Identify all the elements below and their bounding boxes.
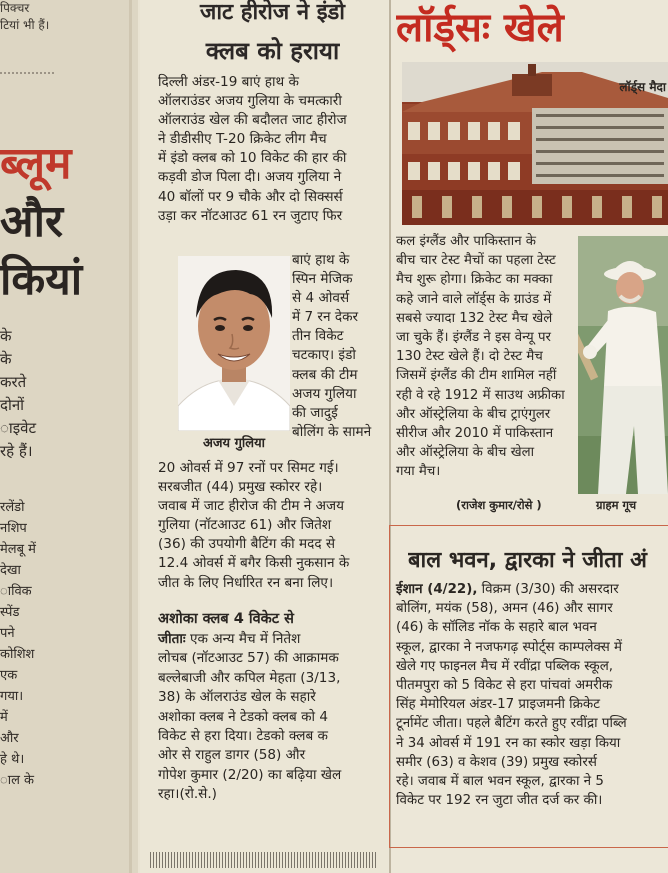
headline: क्लब को हराया <box>205 37 340 65</box>
photo-caption: अजय गुलिया <box>202 436 266 451</box>
column-gutter <box>129 0 132 873</box>
batsman-illustration <box>578 236 668 494</box>
article-paragraph-1: दिल्ली अंडर-19 बाएं हाथ के ऑलराउंडर अजय गुलिया के चमत्कारी ऑलराउंड खेल की बदौलत जाट हीरोज ने डीडीसीए T-20 क्रिकेट लीग मैच में इंडो क्लब को 10 विकेट की हार की कड़वी डोज पिला दी। अजय गुलिया ने 40 बॉलों पर 9 चौके और दो सिक्सर्स उड़ा कर नॉटआउट 61 रन जुटाए फिर <box>158 74 347 224</box>
article-paragraph-3: 20 ओवर्स में 97 रनों पर सिमट गई। सरबजीत (44) प्रमुख स्कोरर रहे। जवाब में जाट हीरोज की टीम ने अजय गुलिया (नॉटआउट 61) और जितेश (36) की उपयोगी बैटिंग की मदद से 12.4 ओवर्स में बगैर किसी नुकसान के जीत के लिए निर्धारित रन बना लिए। <box>158 460 350 591</box>
left-big-word-1: ब्लूम <box>0 138 72 189</box>
left-big-headline <box>0 135 82 309</box>
headline-top-line: जाट हीरोज ने इंडो <box>200 0 345 25</box>
boxed-story-text: विक्रम (3/30) की असरदार बोलिंग, मयंक (58), अमन (46) और सागर (46) के सॉलिड नॉक के सहारे बाल भवन स्कूल, द्वारका ने नजफगढ़ स्पोर्ट्स काम्पलेक्स में खेले गए फाइनल मैच में रवींद्रा पब्लिक स्कूल, पीतमपुरा को 5 विकेट से हरा पांचवां अमरीक सिंह मेमोरियल अंडर-17 प्राइजमनी क्रिकेट टूर्नामेंट जीता। पहले बैटिंग करते हुए रवींद्रा पब्लि ने 34 ओवर्स में 191 रन का स्कोर खड़ा किया समीर (63) व केशव (39) प्रमुख स्कोरर्स रहे। जवाब में बाल भवन स्कूल, द्वारका ने 5 विकेट पर 192 रन जुटा जीत दर्ज कर की। <box>396 582 627 809</box>
batsman-caption: ग्राहम गूच <box>596 498 637 512</box>
left-body-b: रलेंडो नशिप मेलबू में देखा ाविक स्पेंड पने कोशिश एक गया। में और हे थे। ाल के <box>0 500 36 788</box>
article-paragraph-4 <box>158 630 390 805</box>
dotted-divider <box>0 72 54 78</box>
boxed-story-headline: बाल भवन, द्वारका ने जीता अं <box>408 548 647 573</box>
photo-label: लॉर्ड्स मैदा <box>619 80 666 94</box>
left-big-word-2: और <box>0 196 64 247</box>
boxed-story-lead: ईशान (4/22), <box>396 582 478 597</box>
byline-credit: (राजेश कुमार/रोसे ) <box>456 498 542 512</box>
lords-article-paragraph: कल इंग्लैंड और पाकिस्तान के बीच चार टेस्ट मैचों का पहला टेस्ट मैच शुरू होगा। क्रिकेट का मक्का कहे जाने वाले लॉर्ड्स के ग्राउंड में सबसे ज्यादा 132 टेस्ट मैच खेले जा चुके हैं। इंग्लैंड ने इस वेन्यू पर 130 टेस्ट खेले हैं। दो टेस्ट मैच जिसमें इंग्लैंड की टीम शामिल नहीं रही वे रहे 1912 में साउथ अफ्रीका और ऑस्ट्रेलिया के बीच ट्राएंगुलर सीरीज और 2010 में पाकिस्तान और ऑस्ट्रेलिया के बीच खेला गया मैच। <box>396 234 565 480</box>
left-big-word-3: कियां <box>0 254 83 305</box>
subheading: अशोका क्लब 4 विकेट से <box>158 611 294 627</box>
article-paragraph-2: बाएं हाथ के स्पिन मेजिक से 4 ओवर्स में 7 रन देकर तीन विकेट चटकाए। इंडो क्लब की टीम अजय गुलिया की जादुई बोलिंग के सामने <box>292 252 372 440</box>
left-top-text: पिक्चर टियां भी हैं। <box>0 1 50 32</box>
portrait-illustration <box>178 256 290 431</box>
batsman-photo <box>578 236 668 494</box>
subheading-lead: जीताः <box>158 631 186 647</box>
boxed-story-body <box>396 580 664 810</box>
barcode-strip <box>150 852 378 868</box>
left-body-a: के के करते दोनों ाइवेट रहे हैं। <box>0 327 37 460</box>
article-paragraph-4-text: एक अन्य मैच में नितेश लोचब (नॉटआउट 57) की आक्रामक बल्लेबाजी और कपिल मेहता (3/13, 38) के ऑलराउंड खेल के सहारे अशोका क्लब ने टेडको क्लब को 4 विकेट से हरा दिया। टेडको क्लब क ओर से राहुल डागर (58) और गोपेश कुमार (2/20) का बढ़िया खेल रहा।(रो.से.) <box>158 631 342 803</box>
player-portrait-photo <box>178 256 290 431</box>
right-headline: लॉर्ड्सः खेले <box>396 5 564 51</box>
